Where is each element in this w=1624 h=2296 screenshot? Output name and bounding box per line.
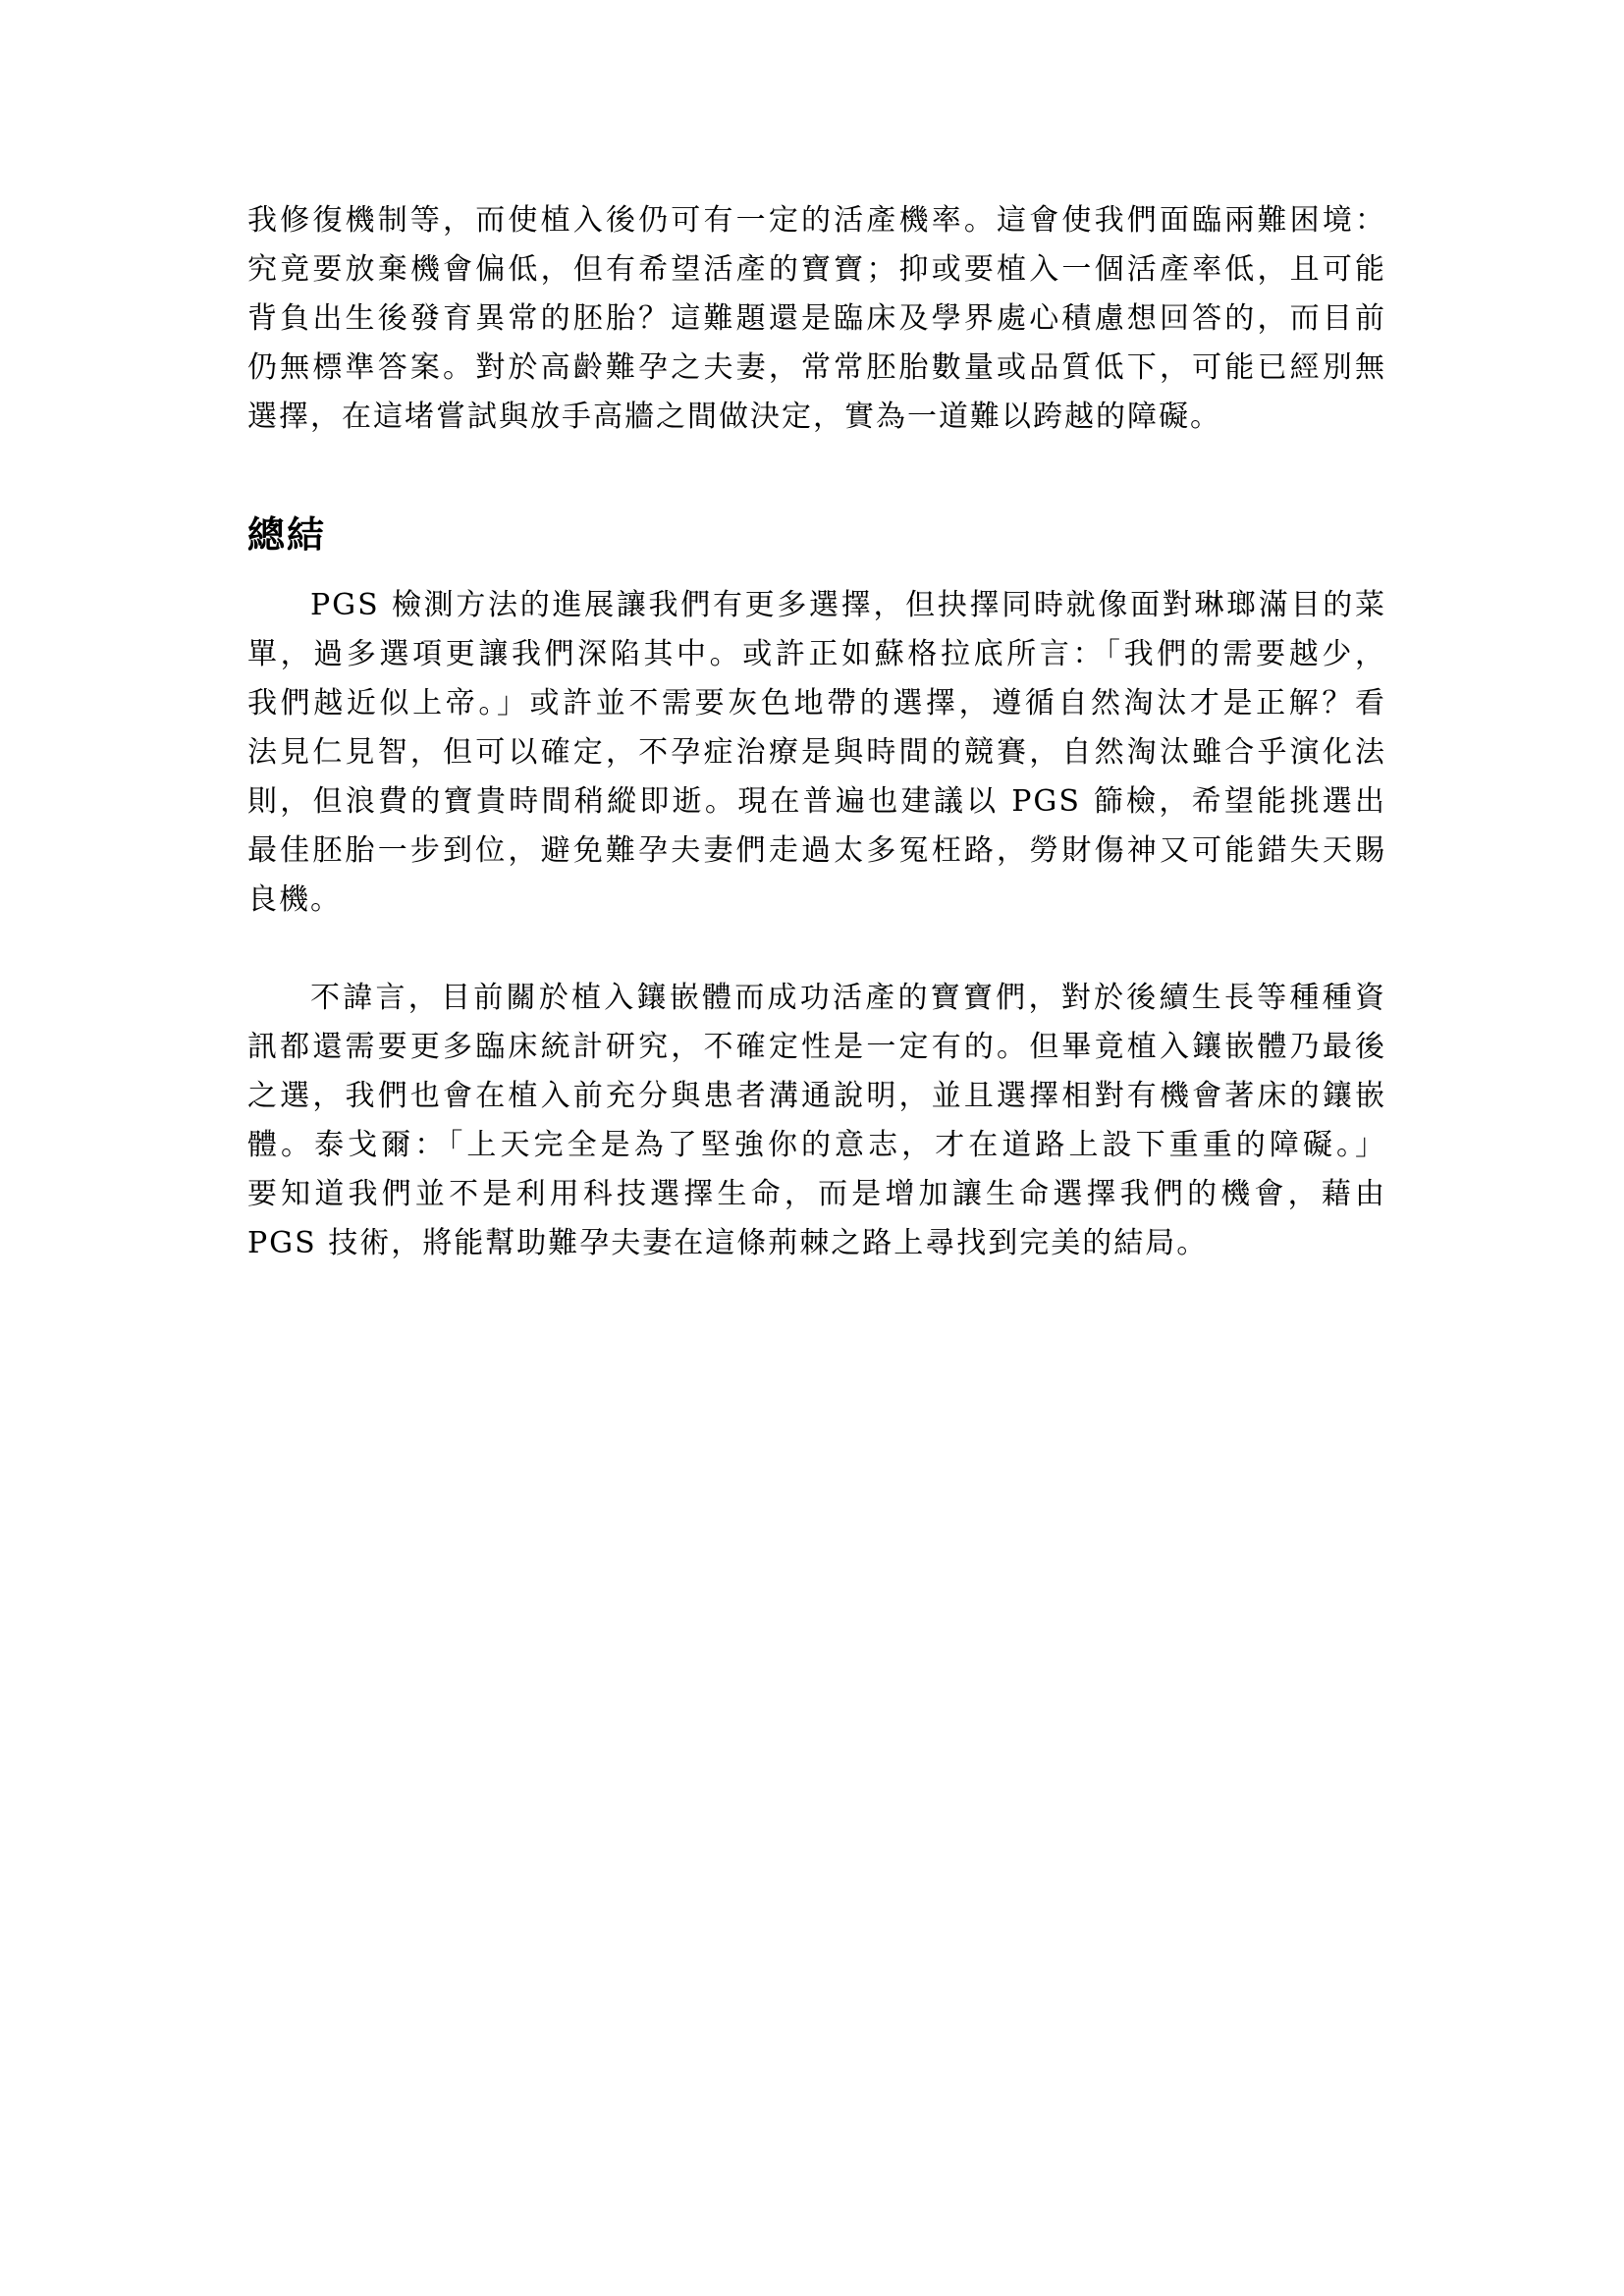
text-line: 我們越近似上帝。」或許並不需要灰色地帶的選擇，遵循自然淘汰才是正解？看 bbox=[247, 686, 1386, 721]
text-line: 要知道我們並不是利用科技選擇生命，而是增加讓生命選擇我們的機會，藉由 bbox=[247, 1177, 1386, 1211]
section-heading: 總結 bbox=[247, 513, 327, 557]
text-line: 最佳胚胎一步到位，避免難孕夫妻們走過太多冤枉路，勞財傷神又可能錯失天賜 bbox=[247, 833, 1386, 868]
text-line: 選擇，在這堵嘗試與放手高牆之間做決定，實為一道難以跨越的障礙。 bbox=[247, 400, 1221, 434]
text-line: 則，但浪費的寶貴時間稍縱即逝。現在普遍也建議以 PGS 篩檢，希望能挑選出 bbox=[247, 784, 1386, 819]
text-line: 之選，我們也會在植入前充分與患者溝通說明，並且選擇相對有機會著床的鑲嵌 bbox=[247, 1079, 1386, 1113]
text-line: 體。泰戈爾：「上天完全是為了堅強你的意志，才在道路上設下重重的障礙。」 bbox=[247, 1128, 1386, 1162]
intro-paragraph bbox=[247, 196, 1386, 442]
text-line: 我修復機制等，而使植入後仍可有一定的活產機率。這會使我們面臨兩難困境： bbox=[247, 203, 1386, 238]
text-line: PGS 技術，將能幫助難孕夫妻在這條荊棘之路上尋找到完美的結局。 bbox=[247, 1226, 1209, 1260]
text-line: 背負出生後發育異常的胚胎？這難題還是臨床及學界處心積慮想回答的，而目前 bbox=[247, 301, 1386, 336]
text-line: 訊都還需要更多臨床統計研究，不確定性是一定有的。但畢竟植入鑲嵌體乃最後 bbox=[247, 1030, 1386, 1064]
text-line: 仍無標準答案。對於高齡難孕之夫妻，常常胚胎數量或品質低下，可能已經別無 bbox=[247, 350, 1386, 385]
summary-paragraph-1 bbox=[247, 581, 1386, 925]
text-line: 究竟要放棄機會偏低，但有希望活產的寶寶；抑或要植入一個活產率低，且可能 bbox=[247, 252, 1386, 287]
page-content bbox=[247, 196, 1386, 1268]
summary-paragraph-2 bbox=[247, 974, 1386, 1268]
text-line: 不諱言，目前關於植入鑲嵌體而成功活產的寶寶們，對於後續生長等種種資 bbox=[310, 981, 1386, 1015]
text-line: PGS 檢測方法的進展讓我們有更多選擇，但抉擇同時就像面對琳瑯滿目的菜 bbox=[310, 588, 1386, 622]
text-line: 良機。 bbox=[247, 882, 342, 917]
text-line: 法見仁見智，但可以確定，不孕症治療是與時間的競賽，自然淘汰雖合乎演化法 bbox=[247, 735, 1386, 770]
text-line: 單，過多選項更讓我們深陷其中。或許正如蘇格拉底所言：「我們的需要越少， bbox=[247, 637, 1386, 671]
